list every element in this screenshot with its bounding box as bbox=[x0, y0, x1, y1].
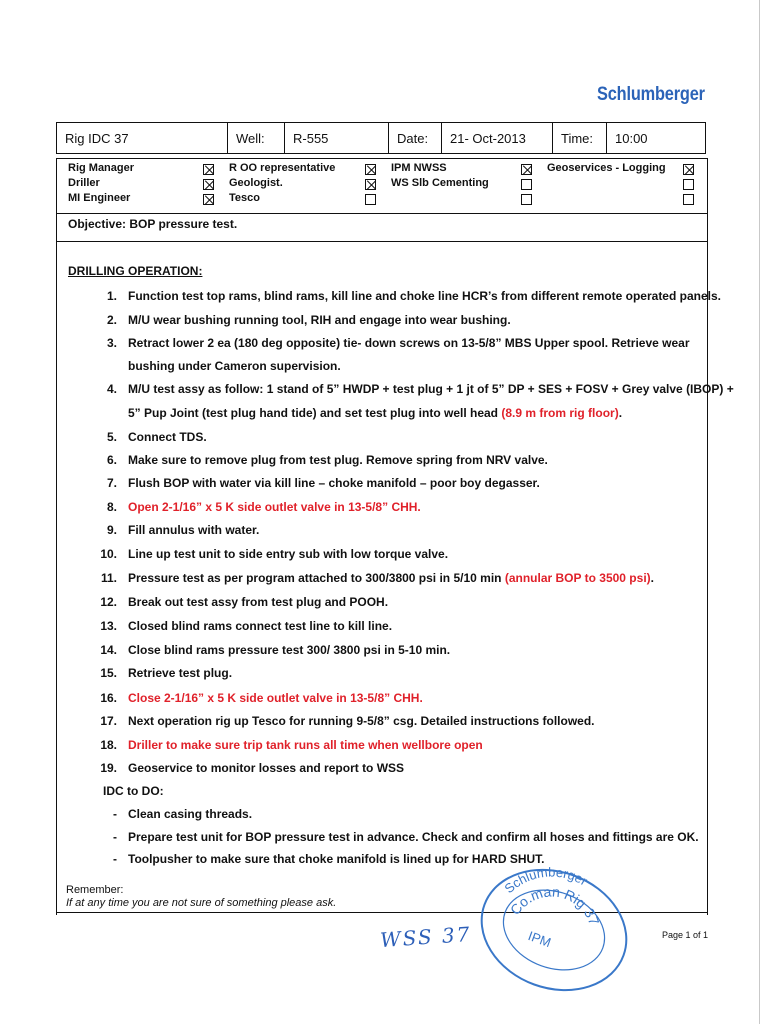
step-main-text: Close 2-1/16” x 5 K side outlet valve in 13-5/8” CHH. bbox=[128, 691, 423, 705]
step-main-text: Driller to make sure trip tank runs all time when wellbore open bbox=[128, 738, 483, 752]
date-value: 21- Oct-2013 bbox=[442, 123, 553, 154]
attendee-label: MI Engineer bbox=[68, 192, 131, 204]
step-text bbox=[128, 734, 483, 756]
step-number: 14. bbox=[100, 643, 117, 657]
step-number: 5. bbox=[106, 430, 117, 444]
section-title: DRILLING OPERATION: bbox=[68, 264, 203, 278]
stamp-text-mid: IPM bbox=[526, 928, 554, 951]
attendee-label: Geoservices - Logging bbox=[547, 162, 666, 174]
step-text bbox=[128, 591, 388, 613]
page-edge bbox=[759, 0, 760, 1024]
step-number: 7. bbox=[106, 476, 117, 490]
step-text bbox=[128, 519, 259, 541]
attendee-label: Driller bbox=[68, 177, 100, 189]
attendance-checkbox[interactable] bbox=[365, 164, 376, 175]
step-main-text: Geoservice to monitor losses and report to WSS bbox=[128, 761, 405, 775]
step-number: 2. bbox=[106, 313, 117, 327]
step-text bbox=[128, 332, 690, 354]
date-label: Date: bbox=[389, 123, 442, 154]
remember-note bbox=[66, 884, 336, 910]
step-main-text: M/U wear bushing running tool, RIH and engage into wear bushing. bbox=[128, 313, 511, 327]
attendance-checkbox[interactable] bbox=[203, 164, 214, 175]
objective-row bbox=[56, 213, 708, 242]
step-number: 19. bbox=[100, 761, 117, 775]
attendance-checkbox[interactable] bbox=[683, 164, 694, 175]
step-highlight: (annular BOP to 3500 psi) bbox=[504, 571, 651, 585]
step-number: 9. bbox=[106, 523, 117, 537]
step-number: 18. bbox=[100, 738, 117, 752]
step-number: 4. bbox=[106, 382, 117, 396]
step-number: 8. bbox=[106, 500, 117, 514]
step-main-text: Fill annulus with water. bbox=[128, 523, 260, 537]
rig-cell: Rig IDC 37 bbox=[57, 123, 228, 154]
step-text bbox=[128, 662, 232, 684]
step-highlight: (8.9 m from rig floor) bbox=[501, 406, 619, 420]
step-main-text: Next operation rig up Tesco for running 9-5/8” csg. Detailed instructions followed. bbox=[128, 714, 595, 728]
objective-text: Objective: BOP pressure test. bbox=[68, 217, 238, 231]
step-main-text: Prepare test unit for BOP pressure test in advance. Check and confirm all hoses and fittings are OK. bbox=[128, 830, 699, 844]
attendance-checkbox[interactable] bbox=[521, 164, 532, 175]
step-number: - bbox=[113, 830, 117, 844]
step-number: 17. bbox=[100, 714, 117, 728]
step-number: 13. bbox=[100, 619, 117, 633]
time-label: Time: bbox=[553, 123, 607, 154]
step-text bbox=[128, 543, 448, 565]
attendance-checkbox[interactable] bbox=[683, 194, 694, 205]
attendee-label: Geologist. bbox=[229, 177, 283, 189]
step-main-text: IDC to DO: bbox=[103, 784, 164, 798]
attendee-label: R OO representative bbox=[229, 162, 336, 174]
page-number: Page 1 of 1 bbox=[662, 930, 709, 940]
time-value: 10:00 bbox=[607, 123, 706, 154]
step-number: - bbox=[113, 852, 117, 866]
step-main-text: Clean casing threads. bbox=[128, 807, 253, 821]
step-main-text: 5” Pup Joint (test plug hand tide) and set test plug into well head bbox=[128, 406, 502, 420]
step-main-text: Open 2-1/16” x 5 K side outlet valve in 13-5/8” CHH. bbox=[128, 500, 421, 514]
step-text bbox=[103, 780, 164, 802]
step-text bbox=[128, 402, 622, 424]
step-main-text: Function test top rams, blind rams, kill line and choke line HCR’s from different remote operated panels. bbox=[128, 289, 721, 303]
step-main-text: Line up test unit to side entry sub with low torque valve. bbox=[128, 547, 449, 561]
step-text bbox=[128, 803, 252, 825]
step-main-text: Close blind rams pressure test 300/ 3800 psi in 5-10 min. bbox=[128, 643, 451, 657]
step-number: 15. bbox=[100, 666, 117, 680]
step-main-text: Flush BOP with water via kill line – choke manifold – poor boy degasser. bbox=[128, 476, 540, 490]
attendee-label: Rig Manager bbox=[68, 162, 135, 174]
attendance-checkbox[interactable] bbox=[365, 194, 376, 205]
step-text bbox=[128, 757, 404, 779]
step-number: 3. bbox=[106, 336, 117, 350]
step-text bbox=[128, 567, 654, 589]
step-text bbox=[128, 378, 734, 400]
step-number: 11. bbox=[100, 571, 117, 585]
step-number: 6. bbox=[106, 453, 117, 467]
step-text bbox=[128, 285, 721, 307]
stamp-text-outer: Schlumberger bbox=[501, 864, 591, 897]
attendee-label: Tesco bbox=[229, 192, 260, 204]
step-suffix: . bbox=[650, 571, 654, 585]
handwritten-signature: WSS 37 bbox=[379, 921, 473, 953]
step-main-text: Retrieve test plug. bbox=[128, 666, 233, 680]
company-stamp bbox=[466, 842, 636, 992]
attendance-checkbox[interactable] bbox=[683, 179, 694, 190]
step-suffix: . bbox=[618, 406, 623, 420]
step-number: 1. bbox=[106, 289, 117, 303]
step-main-text: M/U test assy as follow: 1 stand of 5” HWDP + test plug + 1 jt of 5” DP + SES + FOSV + Grey valve (IBOP) + bbox=[128, 382, 734, 396]
step-main-text: Connect TDS. bbox=[128, 430, 207, 444]
step-text bbox=[128, 426, 207, 448]
step-main-text: Pressure test as per program attached to 300/3800 psi in 5/10 min bbox=[128, 571, 505, 585]
step-main-text: Closed blind rams connect test line to kill line. bbox=[128, 619, 393, 633]
remember-title: Remember: bbox=[66, 884, 124, 896]
well-value: R-555 bbox=[285, 123, 389, 154]
step-text bbox=[128, 309, 511, 331]
well-label: Well: bbox=[228, 123, 285, 154]
step-main-text: Toolpusher to make sure that choke manifold is lined up for HARD SHUT. bbox=[128, 852, 545, 866]
attendee-label: IPM NWSS bbox=[391, 162, 447, 174]
header-table bbox=[56, 122, 706, 154]
step-number: 16. bbox=[100, 691, 117, 705]
remember-text: If at any time you are not sure of something please ask. bbox=[66, 897, 337, 909]
step-number: - bbox=[113, 807, 117, 821]
attendance-checkbox[interactable] bbox=[365, 179, 376, 190]
attendance-checkbox[interactable] bbox=[203, 194, 214, 205]
attendee-label: WS Slb Cementing bbox=[391, 177, 489, 189]
step-main-text: Make sure to remove plug from test plug. Remove spring from NRV valve. bbox=[128, 453, 548, 467]
step-text bbox=[128, 710, 595, 732]
step-text bbox=[128, 449, 548, 471]
step-text bbox=[128, 472, 540, 494]
step-text bbox=[128, 687, 423, 709]
step-main-text: Break out test assy from test plug and POOH. bbox=[128, 595, 389, 609]
attendance-box bbox=[56, 158, 708, 214]
attendance-checkbox[interactable] bbox=[521, 194, 532, 205]
step-text bbox=[128, 615, 392, 637]
step-number: 10. bbox=[100, 547, 117, 561]
step-text bbox=[128, 355, 341, 377]
attendance-checkbox[interactable] bbox=[521, 179, 532, 190]
stamp-text-inner: Co.man Rig 37 bbox=[506, 883, 603, 928]
attendance-checkbox[interactable] bbox=[203, 179, 214, 190]
step-text bbox=[128, 496, 421, 518]
operations-box bbox=[56, 241, 734, 915]
step-text bbox=[128, 639, 450, 661]
step-main-text: Retract lower 2 ea (180 deg opposite) tie- down screws on 13-5/8” MBS Upper spool. Retrieve wear bbox=[128, 336, 690, 350]
schlumberger-logo: Schlumberger bbox=[597, 84, 705, 105]
step-number: 12. bbox=[100, 595, 117, 609]
step-main-text: bushing under Cameron supervision. bbox=[128, 359, 341, 373]
